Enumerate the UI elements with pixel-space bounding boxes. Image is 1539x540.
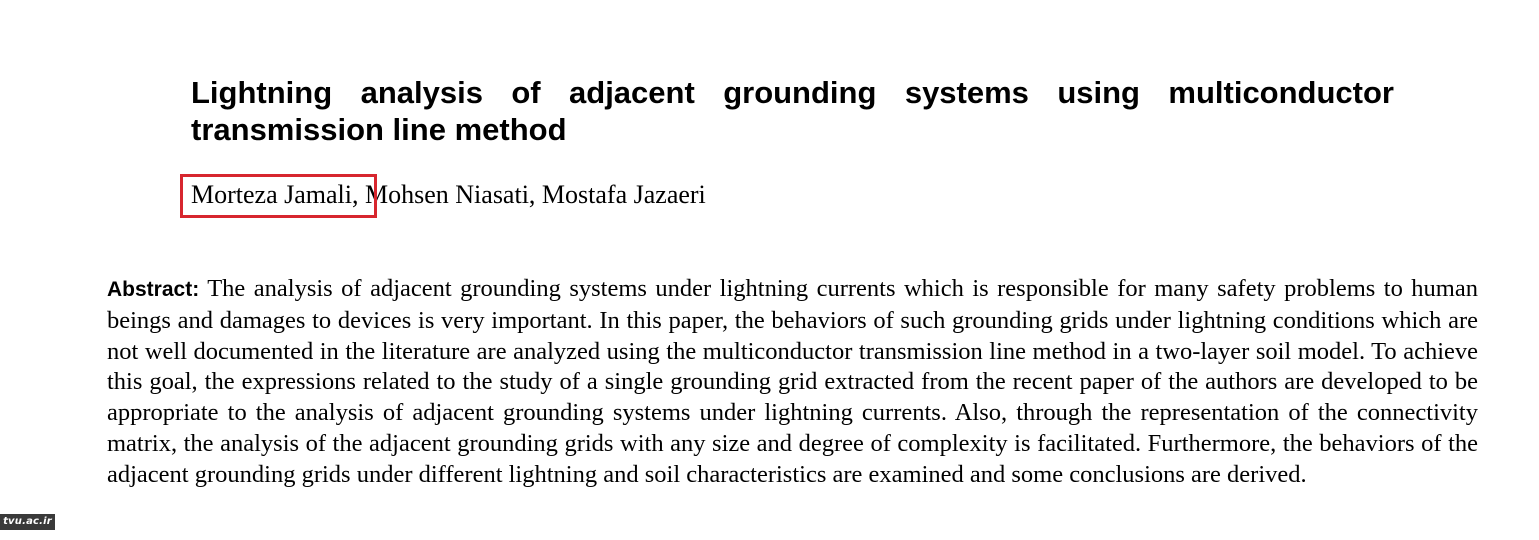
highlighted-author-name: Morteza Jamali <box>191 180 352 209</box>
paper-title: Lightning analysis of adjacent grounding systems using multiconductor transmission line method <box>191 75 1394 147</box>
site-watermark: tvu.ac.ir <box>0 514 55 530</box>
author-list <box>191 178 706 212</box>
other-authors: Mohsen Niasati, Mostafa Jazaeri <box>365 180 706 209</box>
abstract <box>107 274 1478 491</box>
highlighted-author <box>191 178 352 212</box>
author-separator: , <box>352 180 365 209</box>
abstract-text: The analysis of adjacent grounding systems under lightning currents which is responsible for many safety problems to human beings and damages to devices is very important. In this paper, the behaviors of such grounding grids under lightning conditions which are not well documented in the literature are analyzed using the multiconductor transmission line method in a two-layer soil model. To achieve this goal, the expressions related to the study of a single grounding grid extracted from the recent paper of the authors are developed to be appropriate to the analysis of adjacent grounding systems under lightning currents. Also, through the representation of the connectivity matrix, the analysis of the adjacent grounding grids with any size and degree of complexity is facilitated. Furthermore, the behaviors of the adjacent grounding grids under different lightning and soil characteristics are examined and some conclusions are derived. <box>107 275 1478 488</box>
abstract-label: Abstract: <box>107 278 200 301</box>
